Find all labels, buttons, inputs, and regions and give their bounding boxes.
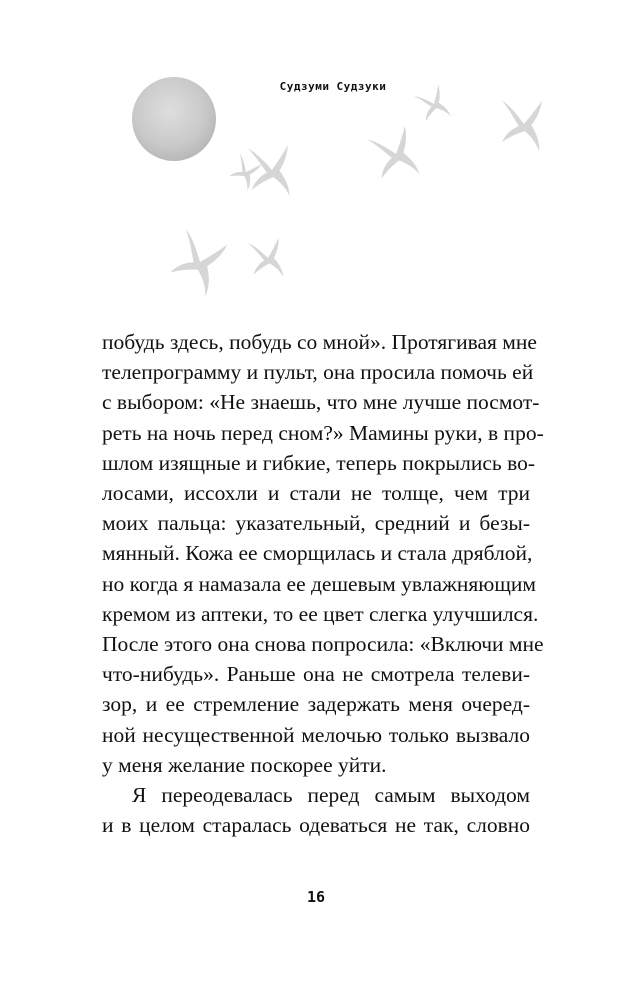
text-line: телепрограмму и пульт, она просила помочь ей	[102, 360, 534, 385]
text-line: у меня желание поскорее уйти.	[102, 752, 387, 777]
text-line: и в целом старалась одеваться не так, словно	[102, 813, 530, 838]
running-head-author: Судзуми Судзуки	[279, 80, 387, 93]
text-line: Я переодевалась перед самым выходом	[132, 783, 530, 808]
text-line: но когда я намазала ее дешевым увлажняющим	[102, 571, 537, 596]
bird-silhouette-icon	[167, 228, 229, 298]
moon-icon	[132, 77, 216, 161]
text-line: реть на ночь перед сном?» Мамины руки, в про-	[102, 420, 544, 445]
bird-silhouette-icon	[245, 235, 288, 284]
text-line: После этого она снова попросила: «Включи мне	[102, 632, 544, 657]
text-line: ной несущественной мелочью только вызвало	[102, 722, 530, 747]
text-line: шлом изящные и гибкие, теперь покрылись во-	[102, 450, 535, 475]
page-number: 16	[306, 888, 326, 906]
moon-and-birds-illustration	[0, 0, 632, 320]
text-line: лосами, иссохли и стали не толще, чем три	[102, 481, 530, 506]
text-line: зор, и ее стремление задержать меня очеред-	[102, 692, 530, 717]
body-text	[102, 327, 544, 840]
bird-silhouette-icon	[412, 83, 455, 129]
text-line: побудь здесь, побудь со мной». Протягивая мне	[102, 330, 537, 354]
bird-silhouette-icon	[498, 97, 546, 155]
bird-silhouette-icon	[364, 123, 426, 190]
text-line: кремом из аптеки, то ее цвет слегка улучшился.	[102, 601, 539, 626]
text-line: моих пальца: указательный, средний и безы-	[102, 511, 530, 536]
text-line: с выбором: «Не знаешь, что мне лучше посмот-	[102, 390, 540, 415]
text-line: мянный. Кожа ее сморщилась и стала дряблой,	[102, 541, 533, 566]
text-line: что-нибудь». Раньше она не смотрела телеви-	[102, 662, 530, 687]
